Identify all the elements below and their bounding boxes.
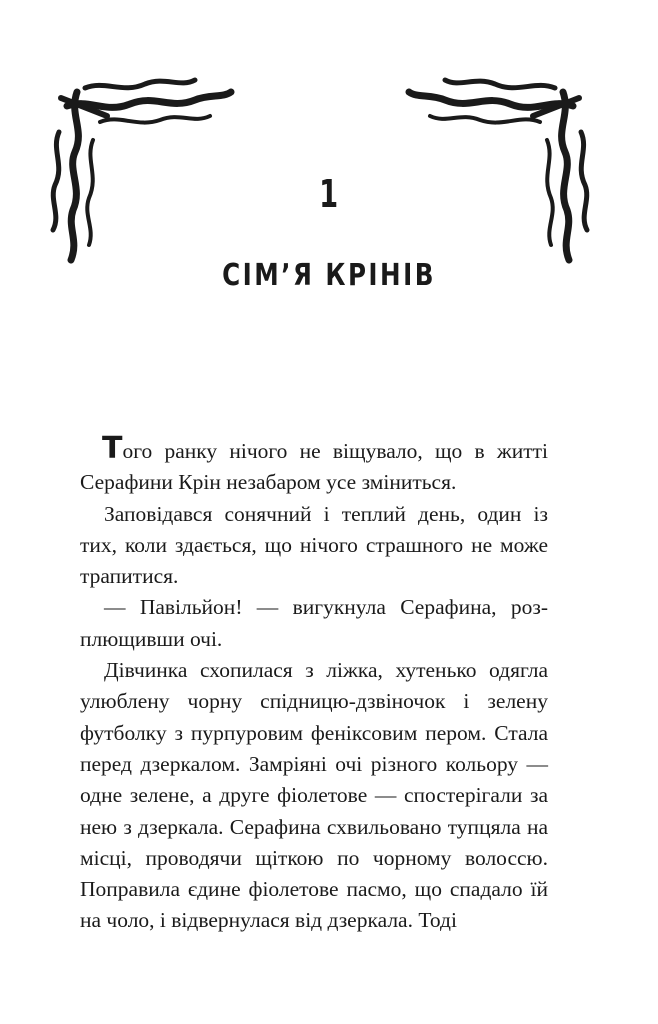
drop-letter: Т xyxy=(102,431,123,466)
swirl-ornament-right xyxy=(395,70,595,270)
swirl-ornament-left xyxy=(45,70,245,270)
chapter-number: 1 xyxy=(319,172,339,216)
chapter-title: СІМ’Я КРІНІВ xyxy=(222,258,436,293)
paragraph xyxy=(80,431,548,499)
paragraph: — Павільйон! — вигукнула Серафина, розплющивши очі. xyxy=(80,595,548,651)
paragraph-text: ого ранку нічого не віщувало, що в житті Серафини Крін незабаром усе зміниться. xyxy=(80,439,548,495)
body-text xyxy=(80,431,548,937)
paragraph: Заповідався сонячний і теплий день, один із тих, коли здається, що нічого страшного не може трапитися. xyxy=(80,501,548,589)
paragraph: Дівчинка схопилася з ліжка, хутенько одягла улюблену чорну спідницю-дзвіночок і зелену футболку з пурпуровим феніксовим пером. Стала перед дзеркалом. Замріяні очі різного кольору — одне зелене, а друге фіолетове — спостерігали за нею з дзеркала. Серафина схвильовано тупцяла на місці, проводячи щіткою по чорному волоссю. Поправила єдине фіолетове пасмо, що спадало їй на чоло, і відвернулася від дзеркала. Тоді xyxy=(80,658,548,933)
